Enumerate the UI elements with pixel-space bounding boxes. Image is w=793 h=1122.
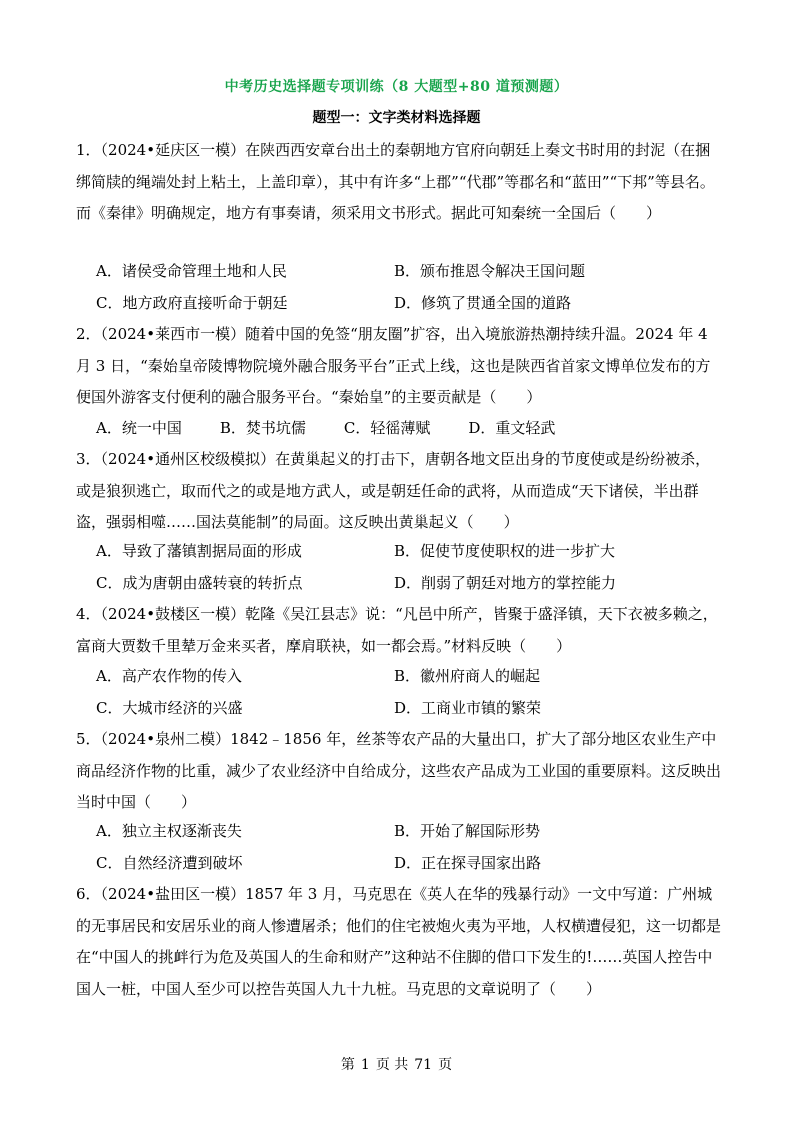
option-b[interactable]: B．焚书坑儒 [219, 419, 306, 437]
question-source: （2024•莱西市一模） [100, 325, 246, 343]
question-2 [76, 319, 721, 414]
option-b[interactable]: B．促使节度使职权的进一步扩大 [394, 542, 616, 560]
option-a[interactable]: A．独立主权逐渐丧失 [96, 822, 242, 840]
question-6 [76, 879, 721, 1005]
question-4-options [96, 661, 716, 724]
option-a[interactable]: A．导致了藩镇割据局面的形成 [96, 542, 302, 560]
option-b[interactable]: B．开始了解国际形势 [394, 822, 541, 840]
question-number: 1． [76, 141, 101, 159]
option-a[interactable]: A．高产农作物的传入 [96, 667, 242, 685]
question-source: （2024•鼓楼区一模） [100, 605, 246, 623]
question-source: （2024•延庆区一模） [100, 141, 246, 159]
option-d[interactable]: D．削弱了朝廷对地方的掌控能力 [394, 573, 617, 592]
question-number: 3． [76, 450, 101, 468]
question-stem: 1857 年 3 月，马克思在《英人在华的残暴行动》一文中写道：广州城的无事居民和安居乐业的商人惨遭屠杀；他们的住宅被炮火夷为平地，人权横遭侵犯，这一切都是在“中国人的挑衅行为危及英国人的生命和财产”这种站不住脚的借口下发生的!……英国人控告中国人一桩，中国人至少可以控告英国人九十九桩。马克思的文章说明了（ ） [76, 885, 722, 998]
question-number: 4． [76, 605, 101, 623]
question-1-options [96, 256, 716, 319]
question-stem: 随着中国的免签“朋友圈”扩容，出入境旅游热潮持续升温。2024 年 4 月 3 日，“秦始皇帝陵博物院境外融合服务平台”正式上线，这也是陕西省首家文博单位发布的方便国外游客支付便利的融合服务平台。“秦始皇”的主要贡献是（ ） [76, 325, 711, 406]
option-b[interactable]: B．徽州府商人的崛起 [394, 667, 541, 685]
document-title: 中考历史选择题专项训练（8 大题型+80 道预测题） [224, 79, 569, 95]
option-a[interactable]: A．诸侯受命管理土地和人民 [96, 262, 287, 280]
footer-prefix: 第 [340, 1057, 355, 1073]
option-c[interactable]: C．自然经济遭到破坏 [96, 853, 243, 872]
question-stem: 在黄巢起义的打击下，唐朝各地文臣出身的节度使或是纷纷被杀，或是狼狈逃亡，取而代之的或是地方武人，或是朝廷任命的武将，从而造成“天下诸侯，半出群盗，强弱相噬……国法莫能制”的局面。这反映出黄巢起义（ ） [76, 450, 711, 531]
option-d[interactable]: D．重文轻武 [468, 419, 556, 437]
question-stem: 1842﹣1856 年，丝茶等农产品的大量出口，扩大了部分地区农业生产中商品经济作物的比重，减少了农业经济中自给成分，这些农产品成为工业国的重要原料。这反映出当时中国（ ） [76, 730, 722, 811]
option-a[interactable]: A．统一中国 [96, 419, 182, 437]
question-2-options [96, 413, 716, 445]
page-number: 1 [360, 1057, 370, 1073]
section-heading: 题型一：文字类材料选择题 [312, 110, 481, 126]
footer-suffix: 页 [438, 1057, 453, 1073]
option-c[interactable]: C．地方政府直接听命于朝廷 [96, 293, 288, 312]
question-source: （2024•通州区校级模拟） [100, 450, 276, 468]
question-3-options [96, 536, 716, 599]
total-pages: 71 [414, 1057, 433, 1073]
option-c[interactable]: C．轻徭薄赋 [343, 419, 431, 437]
option-c[interactable]: C．大城市经济的兴盛 [96, 698, 243, 717]
option-d[interactable]: D．正在探寻国家出路 [394, 853, 542, 872]
question-number: 6． [76, 885, 101, 903]
question-source: （2024•泉州二模） [100, 730, 231, 748]
question-source: （2024•盐田区一模） [100, 885, 246, 903]
option-d[interactable]: D．工商业市镇的繁荣 [394, 698, 542, 717]
page-footer [0, 1054, 793, 1074]
question-number: 2． [76, 325, 101, 343]
option-b[interactable]: B．颁布推恩令解决王国问题 [394, 262, 586, 280]
option-d[interactable]: D．修筑了贯通全国的道路 [394, 293, 572, 312]
question-4 [76, 599, 721, 662]
footer-mid: 页 共 [375, 1057, 409, 1073]
question-1 [76, 135, 721, 230]
question-5-options [96, 816, 716, 879]
question-number: 5． [76, 730, 101, 748]
question-stem: 在陕西西安章台出土的秦朝地方官府向朝廷上奏文书时用的封泥（在捆绑简牍的绳端处封上粘土，上盖印章），其中有许多“上郡”“代郡”等郡名和“蓝田”“下邦”等县名。而《秦律》明确规定，地方有事奏请，须采用文书形式。据此可知秦统一全国后（ ） [76, 141, 715, 222]
option-c[interactable]: C．成为唐朝由盛转衰的转折点 [96, 573, 303, 592]
question-5 [76, 724, 721, 819]
question-stem: 乾隆《吴江县志》说：“凡邑中所产，皆聚于盛泽镇，天下衣被多赖之，富商大贾数千里辇万金来买者，摩肩联袂，如一都会焉。”材料反映（ ） [76, 605, 718, 655]
question-3 [76, 444, 721, 539]
